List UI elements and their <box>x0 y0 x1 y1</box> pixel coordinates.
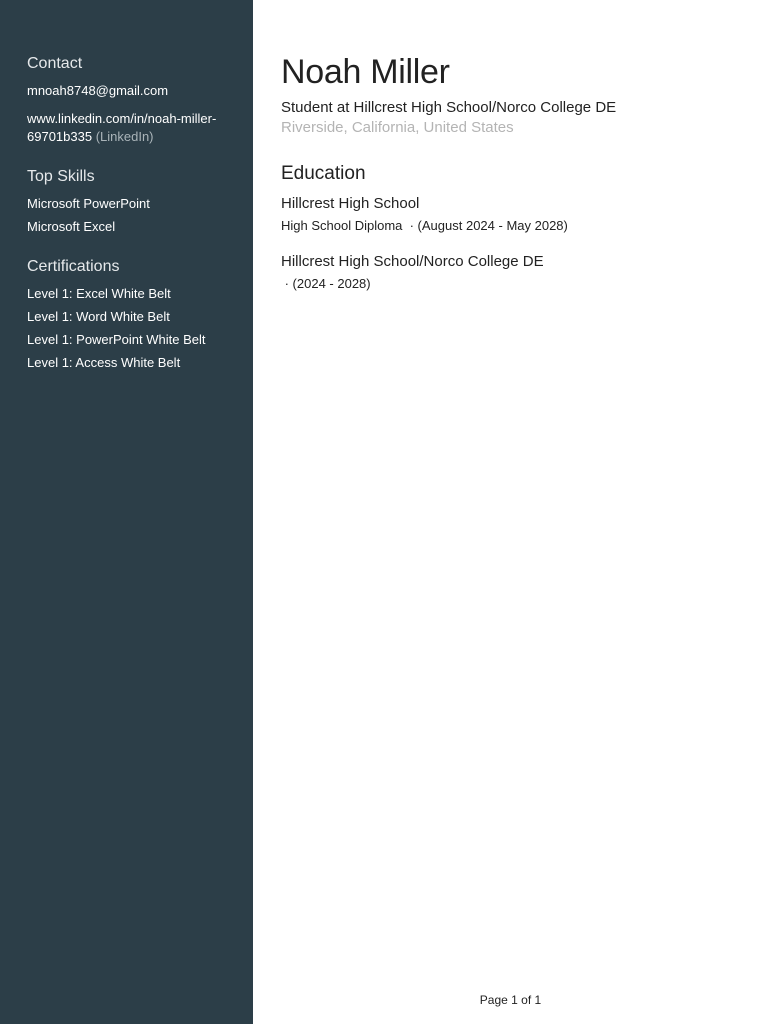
education-detail: High School Diploma · (August 2024 - May 2028) <box>281 218 568 233</box>
contact-linkedin[interactable] <box>27 110 233 146</box>
certifications-section <box>27 258 233 372</box>
education-school: Hillcrest High School/Norco College DE <box>281 253 544 270</box>
education-detail: · (2024 - 2028) <box>281 276 371 291</box>
certification-item: Level 1: Excel White Belt <box>27 286 171 301</box>
education-school: Hillcrest High School <box>281 195 420 212</box>
profile-location: Riverside, California, United States <box>281 119 514 136</box>
certification-item: Level 1: Access White Belt <box>27 355 181 370</box>
profile-headline: Student at Hillcrest High School/Norco College DE <box>281 99 617 116</box>
main-content <box>281 52 741 310</box>
skill-item: Microsoft PowerPoint <box>27 196 150 211</box>
skills-section <box>27 168 233 236</box>
contact-heading: Contact <box>27 55 83 72</box>
skill-item: Microsoft Excel <box>27 219 116 234</box>
education-heading: Education <box>281 163 366 184</box>
linkedin-label: (LinkedIn) <box>95 129 154 144</box>
certification-item: Level 1: Word White Belt <box>27 309 170 324</box>
education-entry <box>281 194 741 235</box>
page-number: Page 1 of 1 <box>479 993 542 1007</box>
education-entry <box>281 252 741 293</box>
linkedin-url[interactable]: www.linkedin.com/in/noah-miller-69701b335 <box>27 111 217 144</box>
certifications-heading: Certifications <box>27 258 120 275</box>
skills-heading: Top Skills <box>27 168 95 185</box>
contact-section <box>27 55 233 146</box>
contact-email[interactable]: mnoah8748@gmail.com <box>27 83 169 98</box>
sidebar <box>0 0 253 1024</box>
profile-name: Noah Miller <box>281 53 450 91</box>
certification-item: Level 1: PowerPoint White Belt <box>27 332 206 347</box>
